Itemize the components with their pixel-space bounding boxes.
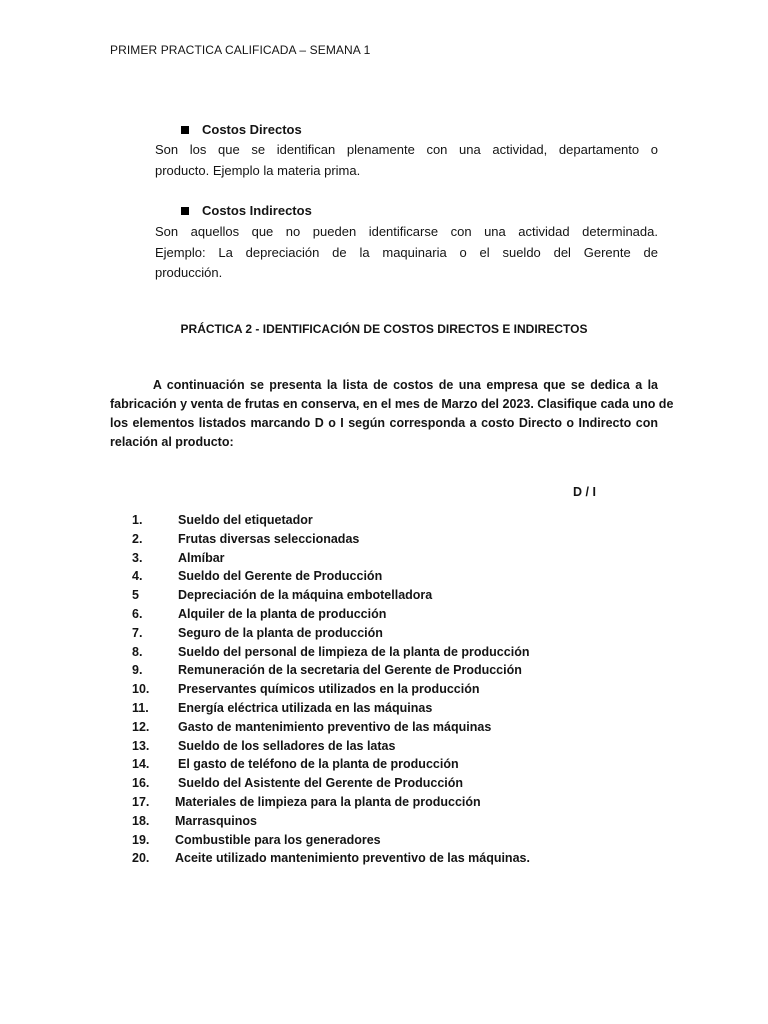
list-item	[110, 795, 670, 814]
item-number: 4.	[132, 569, 143, 584]
item-number: 7.	[132, 625, 143, 640]
instruction-line: fabricación y venta de frutas en conserva, en el mes de Marzo del 2023. Clasifique cada uno de	[110, 397, 674, 411]
list-item	[110, 814, 670, 833]
square-bullet-icon	[181, 207, 189, 215]
item-number: 8.	[132, 644, 143, 659]
item-text: Sueldo del Asistente del Gerente de Producción	[178, 776, 464, 791]
list-item	[110, 701, 670, 720]
list-item	[110, 776, 670, 795]
item-text: Depreciación de la máquina embotelladora	[178, 588, 433, 603]
square-bullet-icon	[181, 126, 189, 134]
list-item	[110, 551, 670, 570]
costos-directos-title: Costos Directos	[202, 122, 302, 137]
definition-line: Son los que se identifican plenamente con una actividad, departamento o	[155, 142, 658, 157]
list-item	[110, 682, 670, 701]
item-text: Sueldo del etiquetador	[178, 513, 313, 527]
list-item	[110, 569, 670, 588]
item-number: 14.	[132, 757, 150, 772]
item-text: Almíbar	[178, 550, 225, 565]
item-text: Frutas diversas seleccionadas	[178, 531, 360, 546]
instruction-line: relación al producto:	[110, 435, 234, 449]
practica-2-instructions	[110, 376, 674, 452]
item-number: 10.	[132, 682, 150, 697]
costos-directos-heading	[181, 122, 302, 137]
item-text: Sueldo del personal de limpieza de la planta de producción	[178, 644, 530, 659]
list-item	[110, 645, 670, 664]
item-number: 9.	[132, 663, 143, 678]
item-number: 5	[132, 588, 139, 603]
definition-line: Ejemplo: La depreciación de la maquinaria o el sueldo del Gerente de	[155, 244, 658, 260]
item-number: 6.	[132, 606, 143, 621]
list-item	[110, 588, 670, 607]
instruction-line: los elementos listados marcando D o I según corresponda a costo Directo o Indirecto con	[110, 416, 658, 430]
item-number: 3.	[132, 550, 143, 565]
list-item	[110, 663, 670, 682]
item-text: Marrasquinos	[175, 813, 257, 828]
list-item	[110, 532, 670, 551]
list-item	[110, 851, 670, 870]
instruction-line: A continuación se presenta la lista de costos de una empresa que se dedica a la	[110, 378, 658, 392]
item-number: 2.	[132, 531, 143, 546]
item-text: Remuneración de la secretaria del Gerente de Producción	[178, 663, 522, 678]
item-text: Gasto de mantenimiento preventivo de las máquinas	[178, 719, 492, 734]
list-item	[110, 833, 670, 852]
item-text: Sueldo de los selladores de las latas	[178, 738, 396, 753]
item-text: Alquiler de la planta de producción	[178, 606, 387, 621]
item-text: El gasto de teléfono de la planta de producción	[178, 757, 459, 772]
item-number: 1.	[132, 513, 143, 527]
item-text: Seguro de la planta de producción	[178, 625, 383, 640]
list-item	[110, 720, 670, 739]
list-item	[110, 626, 670, 645]
item-number: 18.	[132, 813, 150, 828]
item-text: Preservantes químicos utilizados en la producción	[178, 682, 480, 697]
definition-line: producción.	[155, 265, 223, 280]
item-number: 13.	[132, 738, 150, 753]
list-item	[110, 739, 670, 758]
item-text: Aceite utilizado mantenimiento preventivo de las máquinas.	[175, 851, 530, 866]
item-number: 16.	[132, 776, 150, 791]
costos-indirectos-title: Costos Indirectos	[202, 203, 312, 218]
practica-2-title: PRÁCTICA 2 - IDENTIFICACIÓN DE COSTOS DIRECTOS E INDIRECTOS	[180, 322, 588, 336]
di-column-header: D / I	[573, 485, 596, 499]
list-item	[110, 607, 670, 626]
item-text: Sueldo del Gerente de Producción	[178, 569, 383, 584]
item-number: 17.	[132, 794, 150, 809]
costos-directos-definition	[155, 140, 658, 181]
cost-items-list	[110, 513, 670, 870]
item-number: 19.	[132, 832, 150, 847]
list-item	[110, 513, 670, 532]
item-text: Combustible para los generadores	[175, 832, 381, 847]
item-number: 12.	[132, 719, 150, 734]
item-number: 20.	[132, 851, 150, 866]
list-item	[110, 757, 670, 776]
costos-indirectos-heading	[181, 203, 312, 218]
item-text: Energía eléctrica utilizada en las máquinas	[178, 700, 433, 715]
definition-line: producto. Ejemplo la materia prima.	[155, 162, 361, 178]
costos-indirectos-definition	[155, 222, 658, 284]
page-header: PRIMER PRACTICA CALIFICADA – SEMANA 1	[110, 43, 371, 57]
item-number: 11.	[132, 700, 149, 715]
definition-line: Son aquellos que no pueden identificarse con una actividad determinada.	[155, 224, 658, 239]
item-text: Materiales de limpieza para la planta de producción	[175, 794, 481, 809]
